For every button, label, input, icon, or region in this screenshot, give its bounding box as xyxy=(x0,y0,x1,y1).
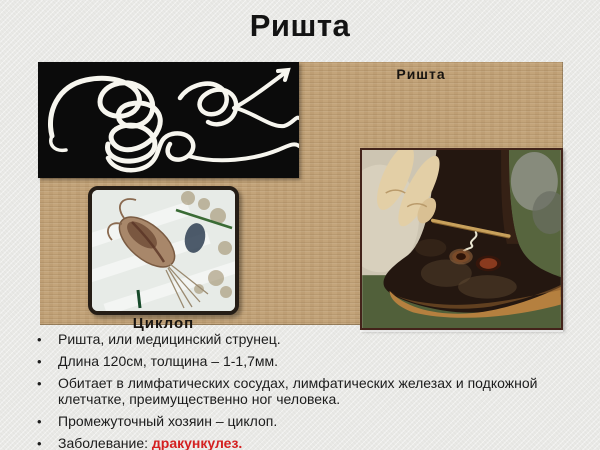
bullet-text: Обитает в лимфатических сосудах, лимфатических железах и подкожной клетчатке, преимущественно ног человека. xyxy=(58,375,538,407)
worms-illustration xyxy=(38,62,299,178)
disease-name-highlight: дракункулез. xyxy=(151,434,243,450)
bullet-text: Заболевание: xyxy=(58,434,152,450)
worms-photo xyxy=(38,62,299,178)
foot-illustration xyxy=(362,150,561,328)
bullet-item-1 xyxy=(30,332,552,348)
bullet-item-3 xyxy=(30,376,552,407)
bullet-text: Ришта, или медицинский струнец. xyxy=(58,331,281,347)
slide-title: Ришта xyxy=(249,8,351,43)
bullet-text: Длина 120см, толщина – 1-1,7мм. xyxy=(58,353,279,369)
bullet-item-4 xyxy=(30,414,552,430)
foot-photo-caption: Ришта xyxy=(396,66,446,82)
bullet-item-2 xyxy=(30,354,552,370)
cyclops-illustration xyxy=(92,190,235,311)
cyclops-photo xyxy=(88,186,239,315)
foot-photo xyxy=(360,148,563,330)
cyclops-photo-caption: Циклоп xyxy=(132,315,195,332)
bullet-item-5 xyxy=(30,436,552,450)
bullet-list xyxy=(30,332,552,450)
bullet-text: Промежуточный хозяин – циклоп. xyxy=(58,412,278,429)
